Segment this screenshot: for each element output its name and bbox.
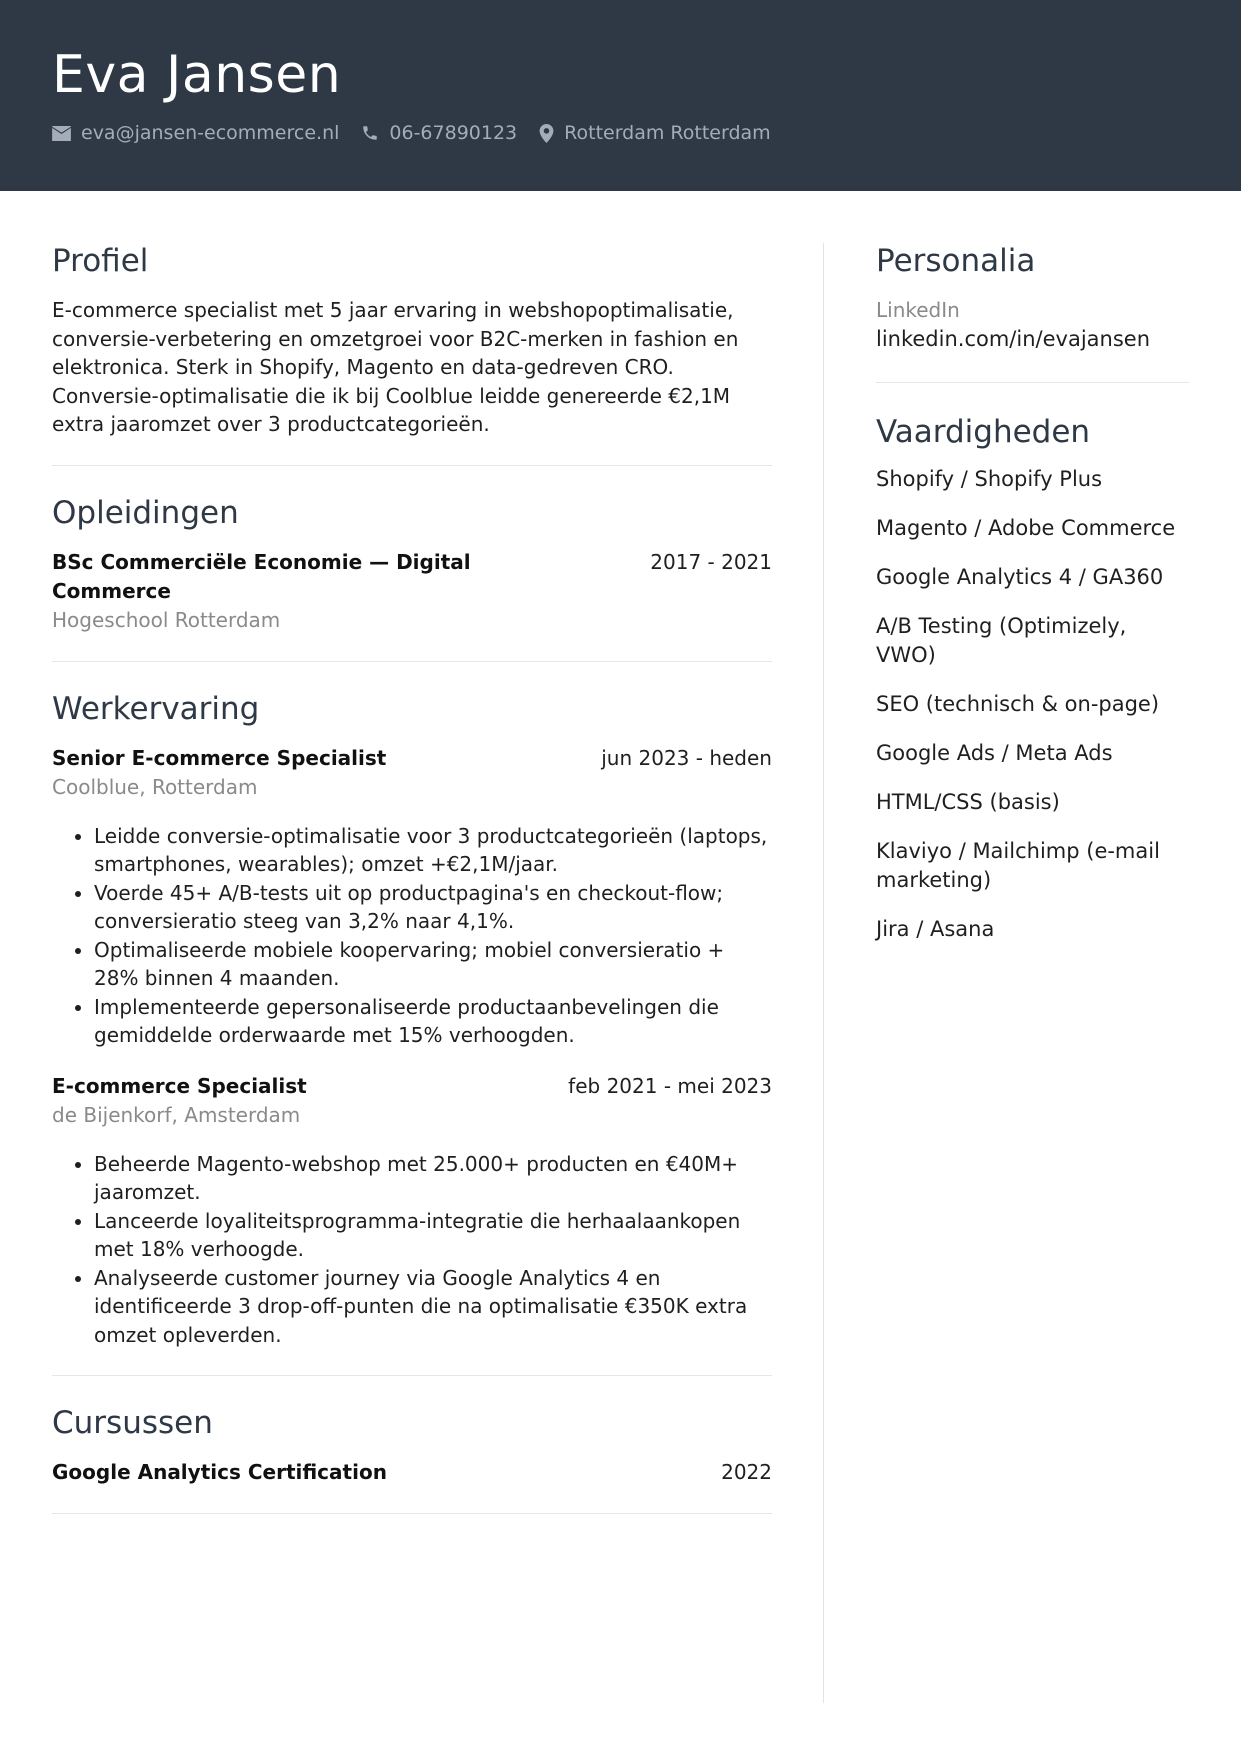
job-bullets bbox=[52, 1150, 772, 1350]
job-bullets bbox=[52, 822, 772, 1050]
experience-title: Werkervaring bbox=[52, 690, 260, 727]
job-bullet: • Leidde conversie-optimalisatie voor 3 productcategorieën (laptops, smartphones, wearables); omzet +€2,1M/jaar. bbox=[94, 822, 772, 879]
skill-item: Magento / Adobe Commerce bbox=[876, 516, 1176, 540]
skill-item: Google Analytics 4 / GA360 bbox=[876, 565, 1164, 589]
candidate-name: Eva Jansen bbox=[52, 45, 342, 105]
job-company: Coolblue, Rotterdam bbox=[52, 774, 258, 799]
contact-email[interactable] bbox=[52, 122, 339, 144]
contact-location-text: Rotterdam Rotterdam bbox=[564, 122, 771, 144]
section-education bbox=[52, 492, 772, 662]
contact-email-text: eva@jansen-ecommerce.nl bbox=[81, 122, 340, 144]
courses-title: Cursussen bbox=[52, 1405, 213, 1441]
skill-item: Google Ads / Meta Ads bbox=[876, 741, 1113, 765]
contact-phone[interactable] bbox=[361, 122, 517, 144]
skill-item: Jira / Asana bbox=[876, 917, 995, 941]
section-courses bbox=[52, 1402, 772, 1514]
profile-title: Profiel bbox=[52, 243, 149, 279]
education-title: Opleidingen bbox=[52, 494, 239, 531]
job-bullet: • Implementeerde gepersonaliseerde productaanbevelingen die gemiddelde orderwaarde met 15% verhoogden. bbox=[94, 993, 772, 1050]
sidebar-column bbox=[876, 240, 1189, 964]
section-personal bbox=[876, 240, 1189, 383]
section-skills bbox=[876, 411, 1189, 944]
phone-icon bbox=[361, 124, 379, 142]
section-experience bbox=[52, 688, 772, 1377]
skills-title: Vaardigheden bbox=[876, 414, 1091, 450]
job-entry bbox=[52, 1072, 772, 1350]
column-divider bbox=[823, 243, 824, 1703]
personal-title: Personalia bbox=[876, 243, 1036, 279]
envelope-icon bbox=[52, 126, 71, 141]
skill-item: A/B Testing (Optimizely, VWO) bbox=[876, 614, 1127, 667]
course-name: Google Analytics Certification bbox=[52, 1460, 387, 1484]
job-role: E-commerce Specialist bbox=[52, 1073, 307, 1098]
education-degree: BSc Commerciële Economie — Digital Commerce bbox=[52, 549, 471, 603]
profile-text: E-commerce specialist met 5 jaar ervaring in webshopoptimalisatie, conversie-verbetering en omzetgroei voor B2C-merken in fashion en elektronica. Sterk in Shopify, Magento en data-gedreven CRO. Conversie-optimalisatie die ik bij Coolblue leidde genereerde €2,1M extra jaaromzet over 3 productcategorieën. bbox=[52, 298, 739, 436]
course-entry bbox=[52, 1458, 772, 1487]
job-period: jun 2023 - heden bbox=[601, 745, 772, 770]
main-column bbox=[52, 240, 772, 1540]
section-profile bbox=[52, 240, 772, 466]
education-school: Hogeschool Rotterdam bbox=[52, 607, 281, 632]
education-entry bbox=[52, 548, 772, 635]
skill-item: SEO (technisch & on-page) bbox=[876, 692, 1160, 716]
job-bullet: • Optimaliseerde mobiele koopervaring; mobiel conversieratio + 28% binnen 4 maanden. bbox=[94, 936, 772, 993]
linkedin-label: LinkedIn bbox=[876, 298, 960, 322]
job-bullet: • Voerde 45+ A/B-tests uit op productpagina's en checkout-flow; conversieratio steeg van 3,2% naar 4,1%. bbox=[94, 879, 772, 936]
job-entry bbox=[52, 744, 772, 1050]
skills-list bbox=[876, 465, 1189, 944]
skill-item: Klaviyo / Mailchimp (e-mail marketing) bbox=[876, 839, 1160, 892]
resume-header bbox=[0, 0, 1241, 191]
job-period: feb 2021 - mei 2023 bbox=[568, 1073, 772, 1098]
contact-bar bbox=[52, 122, 793, 144]
contact-phone-text: 06-67890123 bbox=[389, 122, 518, 144]
map-pin-icon bbox=[539, 124, 554, 143]
skill-item: Shopify / Shopify Plus bbox=[876, 467, 1103, 491]
linkedin-link[interactable]: linkedin.com/in/evajansen bbox=[876, 327, 1151, 351]
education-period: 2017 - 2021 bbox=[650, 549, 772, 574]
contact-location bbox=[539, 122, 771, 144]
job-bullet: • Lanceerde loyaliteitsprogramma-integratie die herhaalaankopen met 18% verhoogde. bbox=[94, 1207, 772, 1264]
job-bullet: • Beheerde Magento-webshop met 25.000+ producten en €40M+ jaaromzet. bbox=[94, 1150, 772, 1207]
job-role: Senior E-commerce Specialist bbox=[52, 745, 387, 770]
job-bullet: • Analyseerde customer journey via Google Analytics 4 en identificeerde 3 drop-off-punten die na optimalisatie €350K extra omzet opleverden. bbox=[94, 1264, 772, 1350]
skill-item: HTML/CSS (basis) bbox=[876, 790, 1060, 814]
job-company: de Bijenkorf, Amsterdam bbox=[52, 1102, 301, 1127]
course-year: 2022 bbox=[721, 1460, 772, 1484]
